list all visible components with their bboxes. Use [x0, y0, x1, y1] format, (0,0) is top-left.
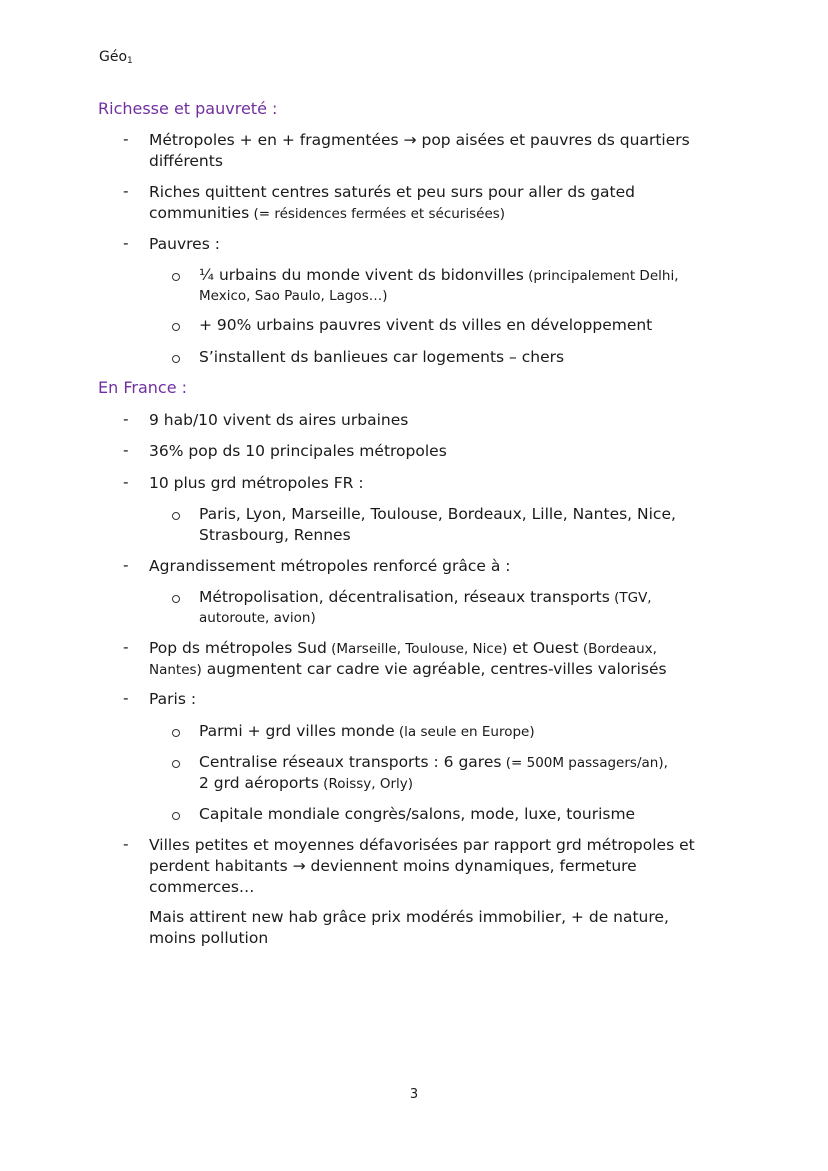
- text-small: (Roissy, Orly): [318, 776, 414, 792]
- text-line: 2 grd aéroports: [199, 774, 319, 792]
- list-item-riches: Riches quittent centres saturés et peu surs pour aller ds gated: [149, 183, 635, 201]
- sublist-item-grd-villes: [199, 721, 729, 743]
- bullet-dash: -: [123, 410, 129, 428]
- bullet-dash: -: [123, 441, 129, 459]
- sublist-item-metropolisation-cont: autoroute, avion): [199, 610, 316, 626]
- bullet-dash: -: [123, 182, 129, 200]
- text-line: augmentent car cadre vie agréable, centres-villes valorisés: [201, 660, 667, 678]
- text-line: Métropolisation, décentralisation, réseaux transports: [199, 588, 610, 606]
- list-item-sud-ouest: [149, 638, 729, 660]
- bullet-dash: -: [123, 638, 129, 656]
- bullet-circle: [172, 595, 180, 603]
- text-line: Parmi + grd villes monde: [199, 722, 395, 740]
- sublist-item-metropolisation: [199, 587, 729, 609]
- paragraph-mais-attirent-cont: moins pollution: [149, 929, 269, 947]
- bullet-dash: -: [123, 689, 129, 707]
- bullet-circle: [172, 273, 180, 281]
- bullet-dash: -: [123, 556, 129, 574]
- paragraph-mais-attirent: Mais attirent new hab grâce prix modérés immobilier, + de nature,: [149, 908, 669, 926]
- list-item-villes-petites: Villes petites et moyennes défavorisées par rapport grd métropoles et: [149, 836, 695, 854]
- text-line: ¼ urbains du monde vivent ds bidonvilles: [199, 266, 524, 284]
- bullet-circle: [172, 760, 180, 768]
- text-small: (= 500M passagers/an),: [501, 755, 668, 771]
- list-item-pauvres: Pauvres :: [149, 235, 220, 253]
- bullet-dash: -: [123, 835, 129, 853]
- text-small: (= résidences fermées et sécurisées): [249, 206, 506, 222]
- list-item-sud-ouest-cont: [149, 659, 729, 681]
- sublist-item-villes-cont: Strasbourg, Rennes: [199, 526, 351, 544]
- text-line: Métropoles + en + fragmentées → pop aisées et pauvres ds quartiers: [149, 131, 690, 149]
- sublist-item-transports-cont: [199, 773, 729, 795]
- bullet-circle: [172, 729, 180, 737]
- sublist-item-villes: Paris, Lyon, Marseille, Toulouse, Bordeaux, Lille, Nantes, Nice,: [199, 505, 676, 523]
- page-header: [99, 49, 133, 66]
- text-small: (Bordeaux,: [578, 641, 657, 657]
- bullet-circle: [172, 812, 180, 820]
- list-item-10-metropoles: 10 plus grd métropoles FR :: [149, 474, 364, 492]
- list-item-villes-petites-cont2: commerces…: [149, 878, 255, 896]
- sublist-item-banlieues: S’installent ds banlieues car logements – chers: [199, 348, 565, 366]
- sublist-item-bidonvilles-cont: Mexico, Sao Paulo, Lagos…): [199, 288, 388, 304]
- sublist-item-capitale: Capitale mondiale congrès/salons, mode, luxe, tourisme: [199, 805, 636, 823]
- text-line: et Ouest: [507, 639, 579, 657]
- sublist-item-90pct: + 90% urbains pauvres vivent ds villes en développement: [199, 316, 653, 334]
- page-number: 3: [409, 1087, 419, 1102]
- list-item-metropoles-cont: différents: [149, 152, 223, 170]
- bullet-dash: -: [123, 473, 129, 491]
- text-line: Pop ds métropoles Sud: [149, 639, 327, 657]
- list-item-villes-petites-cont: perdent habitants → deviennent moins dynamiques, fermeture: [149, 857, 637, 875]
- sublist-item-transports: [199, 752, 729, 774]
- text-small: (TGV,: [609, 590, 652, 606]
- header-subscript: 1: [127, 56, 133, 66]
- bullet-dash: -: [123, 130, 129, 148]
- section-title-richesse: Richesse et pauvreté :: [98, 99, 278, 118]
- list-item-metropoles: [149, 130, 729, 151]
- section-title-france: En France :: [98, 378, 188, 397]
- list-item-paris: Paris :: [149, 690, 197, 708]
- text-small: Nantes): [149, 662, 202, 678]
- list-item-36pct: 36% pop ds 10 principales métropoles: [149, 442, 447, 460]
- bullet-circle: [172, 323, 180, 331]
- bullet-dash: -: [123, 234, 129, 252]
- text-line: communities: [149, 204, 250, 222]
- bullet-circle: [172, 355, 180, 363]
- bullet-circle: [172, 512, 180, 520]
- text-line: Centralise réseaux transports : 6 gares: [199, 753, 502, 771]
- header-text: Géo: [99, 49, 128, 65]
- list-item-9hab: 9 hab/10 vivent ds aires urbaines: [149, 411, 409, 429]
- text-small: (Marseille, Toulouse, Nice): [326, 641, 508, 657]
- text-small: (la seule en Europe): [394, 724, 535, 740]
- sublist-item-bidonvilles: [199, 265, 729, 287]
- text-small: (principalement Delhi,: [523, 268, 679, 284]
- list-item-riches-cont: [149, 203, 729, 225]
- list-item-agrandissement: Agrandissement métropoles renforcé grâce à :: [149, 557, 511, 575]
